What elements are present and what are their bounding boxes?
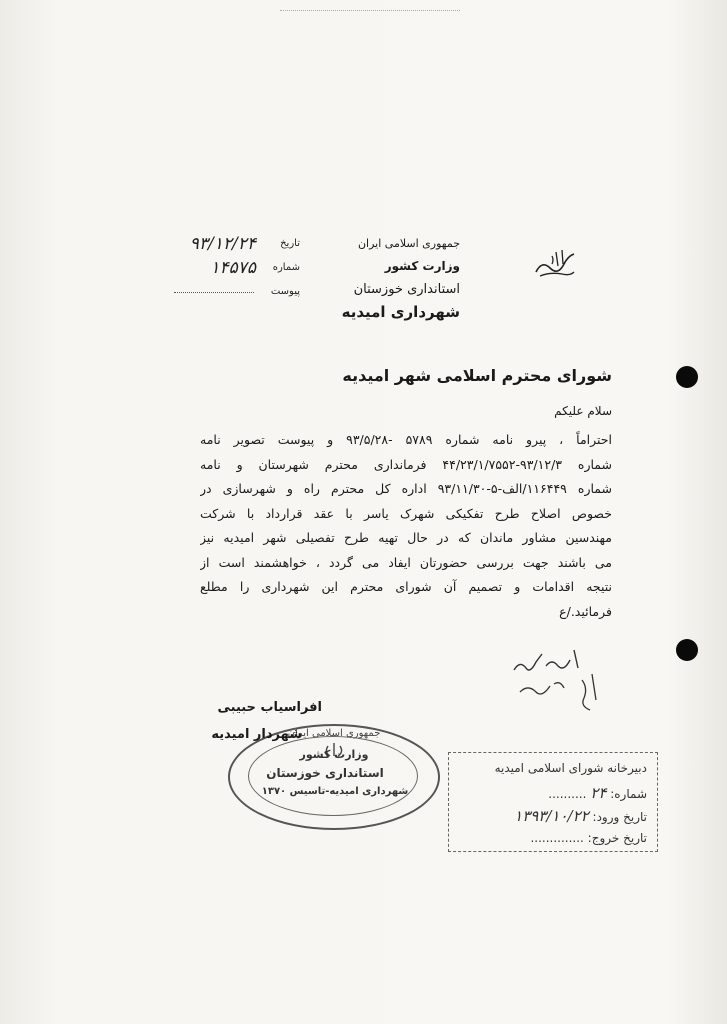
- body-line: خصوص اصلاح طرح تفکیکی شهرک یاسر با عقد قرارداد با شرکت: [200, 505, 612, 521]
- recipient-heading: شورای محترم اسلامی شهر امیدیه: [342, 366, 612, 385]
- receipt-entry-value: ۱۳۹۳/۱۰/۲۲: [514, 807, 589, 825]
- punch-hole-bottom: [676, 639, 698, 661]
- body-line: می باشند جهت بررسی حضورتان ایفاد می گردد ، خواهشمند است از: [200, 554, 612, 570]
- receipt-entry-label: تاریخ ورود:: [592, 810, 647, 824]
- letterhead: [330, 232, 460, 324]
- receipt-number-label: شماره:: [610, 787, 647, 801]
- signer-title: شهردار امیدیه: [211, 727, 302, 742]
- signer-name: افراسیاب حبیبی: [217, 700, 322, 715]
- seal-line-ministry: وزارت کشور: [299, 748, 369, 761]
- number-label: شماره: [272, 262, 300, 273]
- attachment-label: پیوست: [270, 286, 300, 297]
- receipt-exit-dots: ..............: [530, 831, 584, 845]
- date-row: [180, 234, 300, 258]
- scan-artifact: [280, 0, 460, 11]
- receipt-number-row: [548, 784, 647, 802]
- body-line: احتراماً ، پیرو نامه شماره ۵۷۸۹ -۹۳/۵/۲۸ و پیوست تصویر نامه: [200, 432, 612, 447]
- salutation: سلام علیکم: [554, 404, 612, 418]
- attachment-dots: [174, 292, 254, 293]
- receipt-office: دبیرخانه شورای اسلامی امیدیه: [494, 761, 647, 775]
- body-line: فرمائید./ع: [559, 603, 612, 619]
- handwritten-note: [508, 640, 604, 720]
- letterhead-country: جمهوری اسلامی ایران: [357, 237, 460, 250]
- bismillah-emblem-icon: [532, 246, 578, 282]
- date-value: ۹۳/۱۲/۲۴: [189, 234, 256, 254]
- body-line: شماره ۱۱۶۴۴۹/الف-۵-۹۳/۱۱/۳۰ اداره کل محترم راه و شهرسازی در: [200, 481, 612, 496]
- receipt-number-dots: ..........: [548, 787, 587, 801]
- receipt-exit-label: تاریخ خروج:: [587, 831, 647, 845]
- seal-arc-text: جمهوری اسلامی ایران: [287, 728, 381, 739]
- letter-meta: [180, 234, 300, 306]
- seal-line-municipality: شهرداری امیدیه-تاسیس ۱۳۷۰: [261, 786, 409, 797]
- body-line: نتیجه اقدامات و تصمیم آن شورای محترم این شهرداری را مطلع: [200, 579, 612, 594]
- body-line: شماره ۹۳/۱۲/۳-۴۴/۲۳/۱/۷۵۵۲ فرمانداری محترم شهرستان و نامه: [200, 456, 612, 472]
- receipt-exit-row: [530, 831, 647, 845]
- letterhead-municipality: شهرداری امیدیه: [341, 303, 460, 321]
- letterhead-ministry: وزارت کشور: [384, 259, 460, 273]
- number-value: ۱۴۵۷۵: [210, 258, 256, 278]
- letterhead-province: استانداری خوزستان: [353, 282, 460, 297]
- attachment-row: [180, 282, 300, 306]
- body-line: مهندسین مشاور ماندان که در حال تهیه طرح تفصیلی شهر امیدیه نیز: [200, 530, 612, 545]
- date-label: تاریخ: [280, 238, 300, 249]
- receipt-stamp: [448, 752, 658, 852]
- seal-line-province: استانداری خوزستان: [266, 766, 384, 780]
- receipt-entry-row: [514, 807, 647, 825]
- number-row: [180, 258, 300, 282]
- letter-body: [200, 428, 612, 624]
- receipt-number-value: ۲۴: [590, 784, 607, 802]
- punch-hole-top: [676, 366, 698, 388]
